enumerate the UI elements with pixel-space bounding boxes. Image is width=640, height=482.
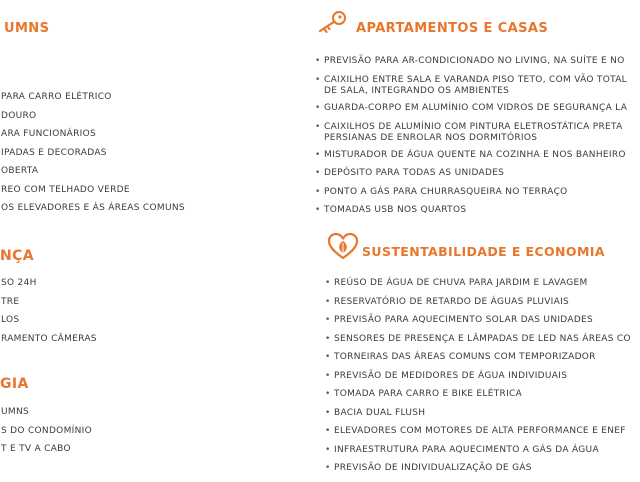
list-item-line: • CAIXILHO ENTRE SALA E VARANDA PISO TETO, COM VÃO TOTAL bbox=[324, 74, 627, 85]
list-item: S DO CONDOMÍNIO bbox=[1, 425, 92, 436]
list-item-line: • PONTO A GÁS PARA CHURRASQUEIRA NO TERRAÇO bbox=[324, 186, 568, 197]
list-item: • BACIA DUAL FLUSH bbox=[334, 408, 631, 427]
list-item-line: • CAIXILHOS DE ALUMÍNIO COM PINTURA ELETROSTÁTICA PRETA bbox=[324, 121, 623, 132]
list-item: TRE bbox=[1, 296, 20, 307]
left-section3-heading: GIA bbox=[0, 376, 29, 392]
left-section2-heading: NÇA bbox=[0, 248, 35, 264]
list-item bbox=[324, 150, 627, 169]
list-item: IPADAS E DECORADAS bbox=[1, 147, 107, 158]
list-item-line: • PREVISÃO PARA AR-CONDICIONADO NO LIVING, NA SUÍTE E NO bbox=[324, 56, 625, 66]
list-item: REO COM TELHADO VERDE bbox=[1, 184, 130, 195]
list-item-line: • DEPÓSITO PARA TODAS AS UNIDADES bbox=[324, 168, 505, 178]
list-item: DOURO bbox=[1, 110, 37, 121]
list-item: • PREVISÃO DE MEDIDORES DE ÁGUA INDIVIDUAIS bbox=[334, 371, 631, 390]
left-section3-list bbox=[1, 407, 92, 463]
list-item: • TORNEIRAS DAS ÁREAS COMUNS COM TEMPORIZADOR bbox=[334, 352, 631, 371]
list-item: • SENSORES DE PRESENÇA E LÂMPADAS DE LED NAS ÁREAS CO bbox=[334, 334, 631, 353]
list-item: OBERTA bbox=[1, 166, 39, 176]
heart-leaf-icon bbox=[327, 232, 359, 264]
list-item: UMNS bbox=[1, 407, 29, 417]
list-item-line: • MISTURADOR DE ÁGUA QUENTE NA COZINHA E NOS BANHEIRO bbox=[324, 149, 626, 160]
list-item-line: • TOMADAS USB NOS QUARTOS bbox=[324, 205, 467, 215]
list-item bbox=[324, 122, 627, 150]
list-item: • TOMADA PARA CARRO E BIKE ELÉTRICA bbox=[334, 389, 631, 408]
left-section1-list bbox=[1, 92, 185, 222]
list-item bbox=[324, 103, 627, 122]
list-item: SO 24H bbox=[1, 278, 37, 288]
list-item-line: DE SALA, INTEGRANDO OS AMBIENTES bbox=[324, 85, 510, 96]
list-item: PARA CARRO ELÉTRICO bbox=[1, 92, 112, 102]
list-item: • RESERVATÓRIO DE RETARDO DE ÁGUAS PLUVIAIS bbox=[334, 297, 631, 316]
list-item: LOS bbox=[1, 315, 20, 325]
left-section2-list bbox=[1, 278, 97, 352]
list-item: OS ELEVADORES E ÀS ÁREAS COMUNS bbox=[1, 203, 185, 213]
list-item: • PREVISÃO DE INDIVIDUALIZAÇÃO DE GÁS bbox=[334, 463, 631, 482]
list-item-line: • GUARDA-CORPO EM ALUMÍNIO COM VIDROS DE SEGURANÇA LA bbox=[324, 102, 628, 113]
list-item: T E TV A CABO bbox=[1, 444, 71, 454]
key-icon bbox=[316, 10, 348, 38]
left-section1-heading: UMNS bbox=[4, 21, 50, 36]
list-item bbox=[324, 56, 627, 75]
sustentabilidade-heading: SUSTENTABILIDADE E ECONOMIA bbox=[362, 244, 605, 259]
sustentabilidade-list bbox=[334, 278, 631, 482]
list-item bbox=[324, 75, 627, 103]
list-item bbox=[324, 168, 627, 187]
list-item: RAMENTO CÂMERAS bbox=[1, 333, 97, 344]
list-item: • PREVISÃO PARA AQUECIMENTO SOLAR DAS UNIDADES bbox=[334, 315, 631, 334]
list-item bbox=[324, 187, 627, 206]
apartamentos-list bbox=[324, 56, 627, 224]
list-item: • REÚSO DE ÁGUA DE CHUVA PARA JARDIM E LAVAGEM bbox=[334, 278, 631, 297]
list-item: ARA FUNCIONÁRIOS bbox=[1, 129, 96, 139]
list-item-line: PERSIANAS DE ENROLAR NOS DORMITÓRIOS bbox=[324, 132, 538, 143]
list-item: • INFRAESTRUTURA PARA AQUECIMENTO A GÁS DA ÁGUA bbox=[334, 445, 631, 464]
list-item: • ELEVADORES COM MOTORES DE ALTA PERFORMANCE E ENEF bbox=[334, 426, 631, 445]
apartamentos-heading: APARTAMENTOS E CASAS bbox=[356, 21, 549, 36]
list-item bbox=[324, 205, 627, 224]
